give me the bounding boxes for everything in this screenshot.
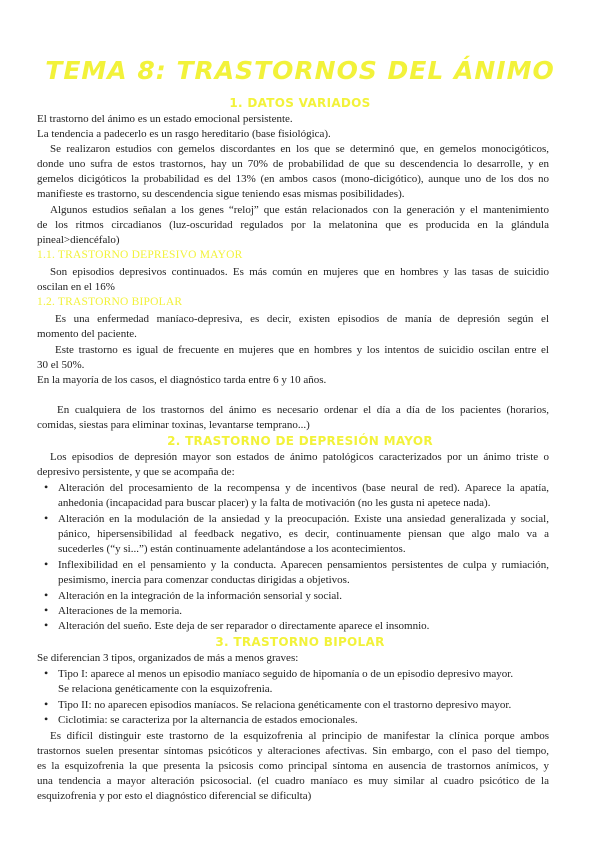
paragraph-line: 30 el 50%.: [37, 359, 85, 371]
paragraph-line: Se realizaron estudios con gemelos discordantes en los que se determinó que, en gemelos monocigóticos,: [50, 143, 549, 155]
bullet-icon: •: [44, 603, 49, 617]
bullet-icon: •: [44, 480, 49, 494]
paragraph-line: momento del paciente.: [37, 328, 137, 340]
paragraph-line: esquizofrenia y por esto el diagnóstico diferencial se dificulta): [37, 790, 312, 802]
paragraph-line: oscilan en el 16%: [37, 281, 115, 293]
list-item-line: Tipo I: aparece al menos un episodio maníaco seguido de hipomanía o de un episodio depresivo mayor.: [58, 668, 514, 680]
paragraph-line: comidas, siestas para eliminar toxinas, levantarse temprano...): [37, 419, 310, 431]
paragraph-line: manifieste es trastorno, su descendencia sigue teniendo esas mismas posibilidades).: [37, 188, 405, 200]
bullet-icon: •: [44, 618, 49, 632]
paragraph-line: gemelos dicigóticos la probabilidad es del 13% (en ambos casos (mono-dicigótico), aunque uno de los dos no: [37, 173, 549, 185]
paragraph-line: El trastorno del ánimo es un estado emocional persistente.: [37, 113, 293, 125]
bullet-icon: •: [44, 557, 49, 571]
paragraph-line: Este trastorno es igual de frecuente en mujeres que en hombres y los intentos de suicidio oscilan entre el: [55, 344, 549, 356]
section-heading-trastorno-bipolar: 3. TRASTORNO BIPOLAR: [215, 635, 385, 649]
subsection-heading-bipolar: 1.2. TRASTORNO BIPOLAR: [37, 296, 183, 308]
list-item-line: Alteración en la integración de la información sensorial y social.: [58, 590, 343, 602]
paragraph-line: depresivo persistente, y que se acompaña de:: [37, 466, 235, 478]
list-item-line: Se relaciona genéticamente con la esquizofrenia.: [58, 683, 273, 695]
list-item-line: Alteración del sueño. Este deja de ser reparador o directamente aparece el insomnio.: [58, 620, 430, 632]
list-item-line: anhedonia (incapacidad para buscar placer) y la falta de motivación (no les gusta ni apetece nada).: [58, 497, 491, 509]
paragraph-line: Es una enfermedad maníaco-depresiva, es decir, existen episodios de manía de depresión según el: [55, 313, 549, 325]
paragraph-line: trastornos suelen presentar síntomas psicóticos y alteraciones afectivas. Sin embargo, con el paso del tiempo,: [37, 745, 549, 757]
paragraph-line: Se diferencian 3 tipos, organizados de más a menos graves:: [37, 652, 299, 664]
bullet-icon: •: [44, 511, 49, 525]
section-heading-datos-variados: 1. DATOS VARIADOS: [229, 96, 371, 110]
paragraph-line: es la esquizofrenia la que presenta la psicosis como principal síntoma en ausencia de trastornos anímicos, y: [37, 760, 549, 772]
bullet-icon: •: [44, 697, 49, 711]
paragraph-line: Los episodios de depresión mayor son estados de ánimo patológicos caracterizados por un ánimo triste o: [50, 451, 549, 463]
paragraph-line: En cualquiera de los trastornos del ánimo es necesario ordenar el día a día de los pacientes (horarios,: [57, 404, 549, 416]
paragraph-line: Algunos estudios señalan a los genes “reloj” que están relacionados con la generación y el mantenimiento: [50, 204, 549, 216]
list-item-line: pánico, hipersensibilidad al feedback negativo, es decir, continuamente piensan que algo malo va a: [58, 528, 549, 540]
section-heading-depresion-mayor: 2. TRASTORNO DE DEPRESIÓN MAYOR: [167, 434, 433, 448]
document-title: TEMA 8: TRASTORNOS DEL ÁNIMO: [45, 56, 555, 85]
list-item-line: Alteración en la modulación de la ansiedad y la preocupación. Existe una ansiedad generalizada y social,: [58, 513, 549, 525]
subsection-heading-depresivo-mayor: 1.1. TRASTORNO DEPRESIVO MAYOR: [37, 249, 243, 261]
paragraph-line: pineal>diencéfalo): [37, 234, 120, 246]
paragraph-line: de los ritmos circadianos (luz-oscuridad regulados por la melatonina que es producida en la glándula: [37, 219, 549, 231]
list-item-line: Ciclotimia: se caracteriza por la alternancia de estados emocionales.: [58, 714, 358, 726]
list-item-line: Inflexibilidad en el pensamiento y la conducta. Aparecen pensamientos persistentes de culpa y rumiación,: [58, 559, 549, 571]
bullet-icon: •: [44, 666, 49, 680]
bullet-icon: •: [44, 712, 49, 726]
paragraph-line: Son episodios depresivos continuados. Es más común en mujeres que en hombres y las tasas de suicidio: [50, 266, 549, 278]
list-item-line: Alteraciones de la memoria.: [58, 605, 183, 617]
paragraph-line: Es difícil distinguir este trastorno de la esquizofrenia al principio de manifestar la clínica porque ambos: [50, 730, 549, 742]
paragraph-line: La tendencia a padecerlo es un rasgo hereditario (base fisiológica).: [37, 128, 331, 140]
bullet-icon: •: [44, 588, 49, 602]
list-item-line: sucederles (“y si...”) están continuamente adelantándose a los acontecimientos.: [58, 543, 406, 555]
list-item-line: Tipo II: no aparecen episodios maníacos. Se relaciona genéticamente con el trastorno depresivo mayor.: [58, 699, 512, 711]
paragraph-line: En la mayoría de los casos, el diagnóstico tarda entre 6 y 10 años.: [37, 374, 327, 386]
list-item-line: Alteración del procesamiento de la recompensa y de incentivos (base neural de red). Aparece la apatía,: [58, 482, 549, 494]
list-item-line: pesimismo, inercia para comenzar conductas dirigidas a objetivos.: [58, 574, 350, 586]
paragraph-line: donde uno sufra de estos trastornos, hay un 70% de probabilidad de que su descendencia lo desarrolle, y en: [37, 158, 549, 170]
paragraph-line: una tendencia a mayor alteración psicosocial. (el cuadro maníaco es muy similar al cuadro psicótico de la: [37, 775, 549, 787]
